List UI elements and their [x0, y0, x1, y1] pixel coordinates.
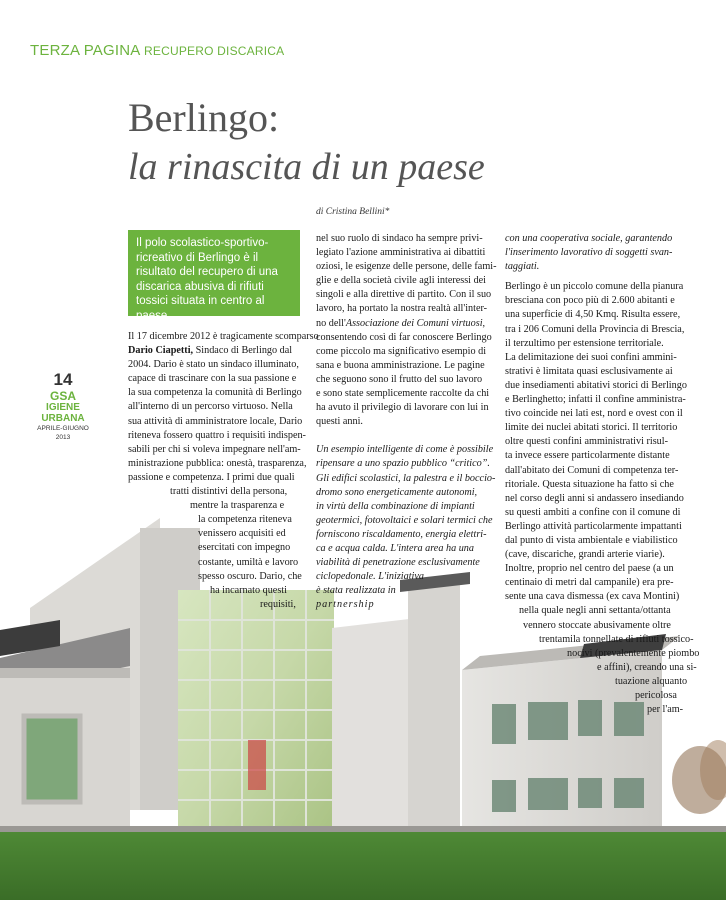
italic-line: dromo sono energeticamente autonomi, [316, 486, 478, 498]
text-line: La delimitazione dei suoi confini ammini- [505, 351, 677, 363]
text-line: dall'abitato dei Comuni di competenza ter- [505, 464, 679, 476]
text-line: passione e competenza. I primi due quali [128, 471, 295, 483]
brand-logo: GSA [49, 389, 76, 403]
issue-date: APRILE-GIUGNO 2013 [37, 425, 89, 441]
text-line: oziosi, le esigenze delle persone, delle fami- [316, 261, 497, 273]
section-header [30, 42, 284, 59]
text-line: Il 17 dicembre 2012 è tragicamente scomparso [128, 331, 319, 342]
italic-line: partnership [316, 599, 375, 611]
text-line: nel corso degli anni si andassero insediando [505, 492, 684, 504]
mayor-name: Dario Ciapetti, [128, 345, 194, 357]
text-line: pericolosa [635, 690, 677, 701]
page-number: 14 [53, 370, 73, 389]
text-line: consentendo così di far conoscere Berlingo [316, 331, 492, 343]
italic-line: ca e acqua calda. L'intera area ha una [316, 542, 474, 554]
text-line: trentamila tonnellate di rifiuti tossico- [539, 633, 694, 645]
text-line: tuazione alquanto [615, 675, 688, 687]
page-badge [33, 370, 93, 442]
text-line: legiato l'azione amministrativa ai dibattiti [316, 247, 486, 259]
italic-line: viabilità di penetrazione esclusivamente [316, 557, 480, 569]
text-line: capace di trascinare con la sua passione e [128, 373, 297, 385]
text-line: bresciana con poco più di 2.600 abitanti e [505, 295, 675, 307]
italic-line: Gli edifici scolastici, la palestra e il boccio- [316, 472, 496, 484]
text-line: nella quale negli anni settanta/ottanta [519, 605, 671, 617]
text-line: mentre la trasparenza e [190, 500, 285, 512]
text-line: nocivi (prevalentemente piombo [567, 647, 700, 659]
text-line: questi anni. [316, 416, 363, 428]
byline: di Cristina Bellini* [316, 207, 390, 217]
text-line: lavoro, ha portato la nostra realtà all'inter- [316, 303, 488, 315]
italic-line: taggiati. [505, 261, 540, 273]
text-line: spesso oscuro. Dario, che [198, 570, 302, 582]
text-line: venissero acquisiti ed [198, 528, 286, 540]
text-line: sabili per chi si voleva impegnare nell'am- [128, 443, 301, 455]
text-line: su questi ambiti a confine con il comune di [505, 506, 681, 518]
text-line: Inoltre, proprio nel centro del paese (a un [505, 563, 674, 575]
text-line: e Berlinghetto; infatti il confine amministra- [505, 394, 686, 406]
text-line: strativi è limitata quasi esclusivamente ai [505, 365, 673, 377]
text-line: glie e della società civile agli interessi dei [316, 275, 487, 287]
text-punct: , [482, 317, 486, 329]
text-line: no dell' [316, 317, 346, 329]
text-line: costante, umiltà e lavoro [198, 556, 299, 568]
text-line: tivo coincide nei lati est, nord e ovest con il [505, 408, 683, 420]
text-line: sana e buona amministrazione. Le pagine [316, 359, 485, 371]
text-line: riteneva fossero quattro i requisiti indispen- [128, 429, 306, 441]
italic-line: geotermici, fotovoltaici e solari termici che [316, 514, 493, 526]
italic-line: è stata realizzata in [316, 585, 396, 597]
text-line: il terzultimo per estensione territoriale. [505, 337, 664, 349]
subsection-label: RECUPERO DISCARICA [144, 44, 285, 58]
italic-line: ciclopedonale. L'iniziativa [316, 571, 424, 583]
text-line: Berlingo attività particolarmente impattanti [505, 520, 682, 532]
text-line: Berlingo è un piccolo comune della pianura [505, 281, 684, 293]
lead-box: Il polo scolastico-sportivo-ricreativo di Berlingo è il risultato del recupero di una discarica abusiva di rifiuti tossici situata in centro al paese. [128, 230, 300, 316]
column-3 [505, 232, 700, 717]
text-line: una superficie di 4,50 Kmq. Risulta essere, [505, 309, 681, 321]
text-line: sua attività di amministratore locale, Dario [128, 415, 303, 427]
text-line: nel suo ruolo di sindaco ha sempre privi- [316, 233, 483, 244]
text-line: centinaio di metri dal campanile) era pre- [505, 577, 674, 589]
text-line: tra i 206 Comuni della Provincia di Brescia, [505, 323, 685, 335]
text-line: oltre questi confini amministrativi risul- [505, 436, 668, 448]
text-line: che seguono sono il frutto del suo lavoro [316, 373, 483, 385]
text-line: all'interno di un percorso virtuoso. Nella [128, 401, 293, 413]
article-title-line2: la rinascita di un paese [128, 146, 485, 188]
italic-line: forniscono riscaldamento, energia elettri- [316, 528, 487, 540]
text-line: (cave, discariche, grandi arterie viarie). [505, 549, 665, 561]
text-line: dal punto di vista ambientale e viabilistico [505, 534, 678, 546]
italic-line: in virtù della combinazione di impianti [316, 500, 475, 512]
column-2 [316, 232, 497, 612]
text-line: per l'am- [647, 704, 684, 716]
text-line: limite dei nuclei abitati storici. Il territorio [505, 422, 678, 434]
text-line: requisiti, [260, 598, 296, 610]
text-line: due insediamenti abitativi storici di Berlingo [505, 379, 687, 391]
magazine-name: IGIENE URBANA [41, 402, 85, 424]
article-title-line1: Berlingo: [128, 95, 280, 140]
italic-line: l'inserimento lavorativo di soggetti svan- [505, 247, 673, 259]
text-line: ha avuto il privilegio di lavorare con lui in [316, 402, 489, 414]
text-line: ministrazione pubblica: onestà, trasparenza, [128, 457, 307, 469]
column-1 [128, 330, 319, 612]
italic-line: Un esempio intelligente di come è possibile [316, 444, 494, 456]
text-line: ta invece essere particolarmente distante [505, 450, 670, 462]
text-line: vennero stoccate abusivamente oltre [523, 619, 671, 631]
section-label: TERZA PAGINA [30, 42, 140, 59]
text-line: 2004. Dario è stato un sindaco illuminato, [128, 359, 299, 371]
text-line: singoli e alla direttive di partito. Con il suo [316, 289, 492, 301]
text-line: sente una cava dismessa (ex cava Montini) [505, 591, 680, 603]
text-line: e affini), creando una si- [597, 661, 697, 673]
text-line: e sono state semplicemente raccolte da chi [316, 388, 490, 400]
text-line: la competenza riteneva [198, 514, 292, 526]
text-line: ha incarnato questi [210, 584, 287, 596]
text-line: Sindaco di Berlingo dal [195, 345, 293, 357]
text-line: esercitati con impegno [198, 542, 291, 554]
text-line: la sua competenza la comunità di Berlingo [128, 387, 302, 399]
text-line: ritoriale. Questa situazione ha fatto sì che [505, 478, 674, 490]
italic-line: con una cooperativa sociale, garantendo [505, 233, 673, 244]
text-line: come piccolo ma significativo esempio di [316, 345, 487, 357]
italic-line: ripensare a uno spazio pubblico “critico”. [316, 458, 490, 470]
text-line: tratti distintivi della persona, [170, 486, 288, 498]
association-name: Associazione dei Comuni virtuosi [345, 317, 483, 329]
